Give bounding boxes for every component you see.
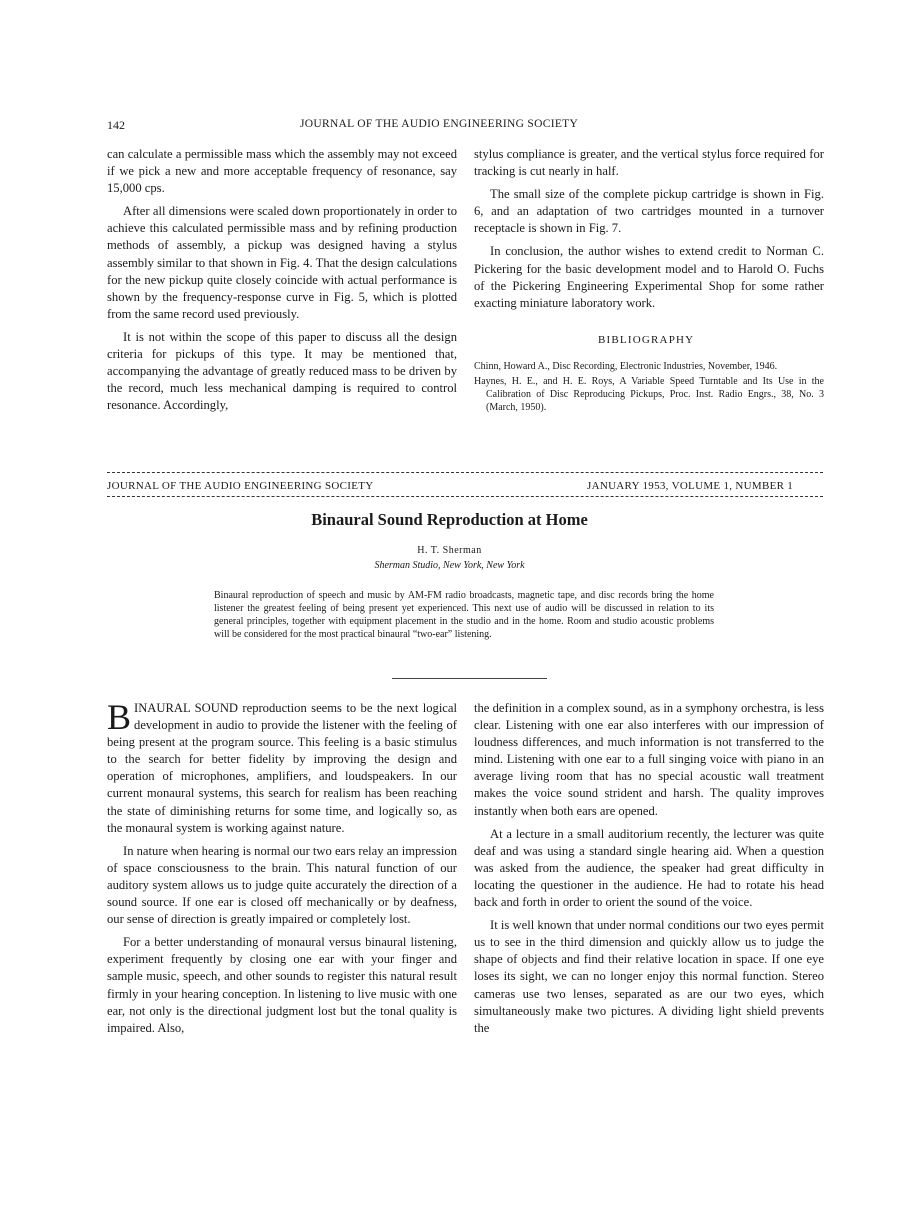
- paragraph: It is not within the scope of this paper to discuss all the design criteria for pickups of this type. It may be mentioned that, accompanying the advantage of greatly reduced mass to be driven by the record, much less mechanical damping is required to control resonance. Accordingly,: [107, 329, 457, 413]
- separator-dash-bottom: [107, 496, 823, 497]
- paragraph: can calculate a permissible mass which the assembly may not exceed if we pick a new and more acceptable frequency of resonance, say 15,000 cps.: [107, 147, 457, 196]
- prev-left-column: [107, 146, 457, 420]
- bibliography-entry: Haynes, H. E., and H. E. Roys, A Variable Speed Turntable and Its Use in the Calibration of Disc Reproducing Pickups, Proc. Inst. Radio Engrs., 38, No. 3 (March, 1950).: [474, 376, 824, 413]
- paragraph: After all dimensions were scaled down proportionately in order to achieve this calculated permissible mass and by refining production methods of assembly, a pickup was designed having a stylus assembly similar to that shown in Fig. 4. That the design calculations for the new pickup quite closely coincide with actual performance is shown by the frequency-response curve in Fig. 5, which is plotted from the same record used previously.: [107, 204, 457, 321]
- paragraph: The small size of the complete pickup cartridge is shown in Fig. 6, and an adaptation of two cartridges mounted in a turnover receptacle is shown in Fig. 7.: [474, 187, 824, 236]
- running-head: JOURNAL OF THE AUDIO ENGINEERING SOCIETY: [300, 118, 579, 130]
- bibliography-heading: BIBLIOGRAPHY: [598, 334, 695, 346]
- drop-cap: B: [107, 697, 132, 737]
- prev-right-column: [474, 146, 824, 318]
- article-right-column: [474, 700, 824, 1043]
- abstract: Binaural reproduction of speech and music by AM-FM radio broadcasts, magnetic tape, and disc records bring the home listener the greatest feeling of being present yet experienced. This next use of audio will be discussed in relation to its general principles, together with equipment placement in the studio and in the home. Room and studio acoustic problems will be considered for the most practical binaural “two-ear” listening.: [214, 590, 714, 640]
- author-affiliation: Sherman Studio, New York, New York: [374, 560, 525, 571]
- journal-name-footer: JOURNAL OF THE AUDIO ENGINEERING SOCIETY: [107, 480, 374, 492]
- paragraph: In conclusion, the author wishes to extend credit to Norman C. Pickering for the basic development model and to Harold O. Fuchs of the Pickering Engineering Experimental Shop for some rather exacting miniature laboratory work.: [474, 244, 824, 310]
- paragraph: the definition in a complex sound, as in a symphony orchestra, is less clear. Listening with one ear also interferes with our impression of loudness differences, and much information is not transferred to the mind. Listening with one ear to a full singing voice with piano in an average living room that has no special acoustic wall treatment makes the voice sound strident and harsh. The quality improves instantly when both ears are opened.: [474, 701, 824, 818]
- separator-dash-top: [107, 472, 823, 473]
- paragraph: For a better understanding of monaural versus binaural listening, experiment frequently by closing one ear with your finger and sample music, speech, and other sounds to register this natural result firmly in your hearing conception. In listening to live music with one ear, not only is the directional judgment lost but the tonal quality is impaired. Also,: [107, 935, 457, 1035]
- first-paragraph: [107, 697, 457, 837]
- article-title: Binaural Sound Reproduction at Home: [311, 510, 588, 529]
- bibliography-list: [474, 360, 824, 416]
- paragraph: In nature when hearing is normal our two ears relay an impression of space consciousness to the brain. This natural function of our auditory system allows us to judge quite accurately the direction of a sound source. If one ear is closed off mechanically or by deafness, our sense of direction is greatly impaired or completely lost.: [107, 843, 457, 927]
- paragraph: stylus compliance is greater, and the vertical stylus force required for tracking is cut nearly in half.: [474, 147, 824, 179]
- abstract-rule: [392, 678, 547, 679]
- article-left-column: [107, 697, 457, 1043]
- page-number: 142: [107, 118, 125, 132]
- author-name: H. T. Sherman: [417, 545, 482, 556]
- issue-info: JANUARY 1953, VOLUME 1, NUMBER 1: [587, 480, 794, 492]
- paragraph: It is well known that under normal conditions our two eyes permit us to see in the third dimension and quickly allow us to judge the shape of objects and find their relative location in space. If one eye loses its sight, we can no longer enjoy this normal function. Stereo cameras use two lenses, separated as are our two eyes, which simultaneously make two pictures. A dividing light shield prevents the: [474, 918, 824, 1035]
- bibliography-entry: Chinn, Howard A., Disc Recording, Electronic Industries, November, 1946.: [474, 361, 778, 372]
- first-paragraph-text: INAURAL SOUND reproduction seems to be the next logical development in audio to provide the listener with the feeling of being present at the program source. This feeling is a basic stimulus to the search for better fidelity by improving the design and operation of microphones, amplifiers, and loudspeakers. In our current monaural systems, this search for realism has been reaching the state of diminishing returns for some time, and logically so, as the monaural system is working against nature.: [107, 701, 457, 835]
- paragraph: At a lecture in a small auditorium recently, the lecturer was quite deaf and was using a standard single hearing aid. When a question was asked from the audience, the speaker had great difficulty in locating the questioner in the audience. He had to rotate his head back and forth in order to orient the sound of the voice.: [474, 826, 824, 910]
